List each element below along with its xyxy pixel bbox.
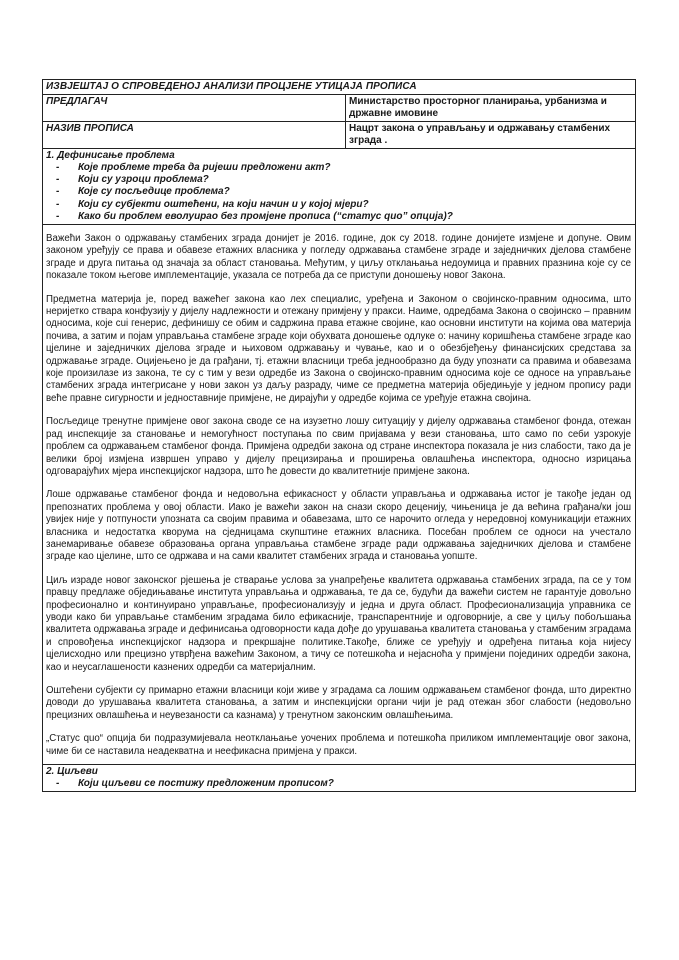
report-title: ИЗВЈЕШТАЈ О СПРОВЕДЕНОЈ АНАЛИЗИ ПРОЦЈЕНЕ УТИЦАЈА ПРОПИСА (46, 81, 417, 92)
list-item: - Како би проблем еволуирао без промјене прописа (“статус quo” опција)? (56, 210, 453, 222)
report-title-row (43, 80, 635, 95)
section-1-header-row (43, 149, 635, 225)
section-2-header-row (43, 765, 635, 791)
list-item: - Које проблеме треба да ријеши предложени акт? (56, 162, 331, 173)
paragraph: Предметна материја је, поред важећег закона као лех специалис, уређена и Законом о својинско-правним односима, што неријетко ствара конфузију у дијелу надлежности и отежану примјену у пракси. Наиме, одредбама Закона о својинско – правним односима, које сui генерис, дефинишу се обим и садржина права етажне својине, као основни институти на којима ова материја почива, а затим и појам управљања стамбене зграде који обухвата доношење одлуке о: начину коришћења стамбене зграде као цјелине и заједничких дјелова зграде и њиховом одржавању и чување, као и о обезбјеђењу финансијских средстава за одржавање зграде. Оцијењено је да грађани, тј. етажни власници треба једнообразно да буду упознати са правима и обавезама које произилазе из закона, те су с тим у вези одредбе из Закона о својинско-правним односима које се односе на управљање стамбених зграда интегрисане у нови закон уз даљу разраду, чиме се предметна материја обједињује у једном пропису ради веће правне сигурности и једноставније примјене, не дирајући у одредбе којима се уређује етажна својина. (46, 293, 631, 404)
section-2-question-list (46, 778, 632, 790)
paragraph: Оштећени субјекти су примарно етажни власници који живе у зградама са лошим одржавањем стамбеног фонда, што директно доводи до урушавања квалитета становања, а затим и инспекцијски органи чији је рад отежан због слабости (недовољно прецизних овлашћења и неувезаности са казнама) у тренутном законским овлашћењима. (46, 685, 631, 721)
section-1-title: 1. Дефинисање проблема (46, 150, 175, 161)
proposer-label: ПРЕДЛАГАЧ (43, 95, 346, 121)
section-2-title: 2. Циљеви (46, 766, 98, 778)
list-item: - Који циљеви се постижу предложеним прописом? (56, 778, 334, 790)
paragraph: „Статус quo“ опција би подразумијевала неотклањање уочених проблема и потешкоћа приликом имплементације овог закона, чиме би се наставила неадекватна и неефикасна примјена у пракси. (46, 733, 631, 757)
list-item: - Који су узроци проблема? (56, 174, 209, 186)
question-text: Како би проблем еволуирао без промјене прописа (“статус quo” опција)? (78, 210, 453, 222)
section-2-questions (43, 765, 635, 791)
list-item: - Које су посљедице проблема? (56, 186, 230, 198)
regulation-label: НАЗИВ ПРОПИСА (43, 122, 346, 148)
report-table (42, 79, 636, 792)
question-text: Које су посљедице проблема? (78, 186, 230, 198)
question-text: Које проблеме треба да ријеши предложени акт? (78, 162, 331, 173)
regulation-row (43, 122, 635, 149)
list-item: - Који су субјекти оштећени, на који начин и у којој мјери? (56, 198, 369, 210)
paragraph: Циљ израде новог законског рјешења је стварање услова за унапређење квалитета одржавања стамбених зграда, па се у том правцу предлаже обједињавање института управљања и одржавања, те да се, будући да важећи систем не гарантује довољно професионално и континуирано управљање, професионализују и једна и друга област. Професионализација управника се уводи како би управљање стамбеним зградама било ефикасније, транспарентније и одговорније, а све у циљу побољшања квалитета одржавања зграде и дефинисања одговорности када дође до урушавања квалитета становања у стамбеним зградама и спровођења инспекцијског надзора и прекршајне политике.Такође, ближе се уређују и одређена питања која нијесу цјелисходно или прецизно утврђена важећим Законом, а тичу се потешкоћа и нејасноћа у примјени појединих одредби закона, као и неусаглашености казнених одредби са материјалним. (46, 574, 631, 673)
paragraph: Лоше одржавање стамбеног фонда и недовољна ефикасност у области управљања и одржавања истог је такође један од препознатих проблема у овој области. Иако је важећи закон на снази скоро деценију, чињеница је да већина грађана/ки још увијек није у потпуности упозната са својим правима и обавезама, што се нарочито огледа у нередовној комуникацији етажних власника и недостатка кворума на сједницама скупштине етажних власника. Посебан проблем се односи на учестало занемаривање обавезе образовања органа управљања стамбене зграде ради одржавања заједничких дјелова и стамбене зграде као цјелине, што се одржава и на сами квалитет стамбених зграда и становања уопште. (46, 489, 631, 563)
section-1-questions (43, 149, 635, 224)
paragraph: Важећи Закон о одржавању стамбених зграда донијет је 2016. године, док су 2018. године донијете измјене и допуне. Овим законом уређују се права и обавезе етажних власника у погледу одржавања стамбене зграде и заједничких дјелова стамбене зграде и друга питања од значаја за област становања. Међутим, у циљу отклањања недоумица и правних празнина које су се показале током његове имплементације, указала се потреба да се приступи доношењу новог Закона. (46, 233, 631, 282)
section-1-body-row (43, 225, 635, 765)
regulation-value: Нацрт закона о управљању и одржавању стамбених зграда . (349, 123, 611, 146)
section-1-question-list (46, 162, 632, 223)
question-text: Који су узроци проблема? (78, 174, 209, 186)
paragraph: Посљедице тренутне примјене овог закона своде се на изузетно лошу ситуацију у дијелу одржавања стамбеног фонда, отежан рад инспекције за становање и немогућност поступања по свим пријавама у вези становања, што само по себи узрокује проблем са одржавањем стамбеног фонда. Примјена одредби закона од стране инспектора показала је низ слабости, тако да је велики број измјена извршен управо у дијелу прецизирања и проширења овлашћења инспектора, односно изрицања одговарајућих мјера инспекцијског надзора, што ће довести до квалитетније примјене закона. (46, 416, 631, 477)
proposer-row (43, 95, 635, 122)
question-text: Који су субјекти оштећени, на који начин и у којој мјери? (78, 198, 369, 210)
proposer-value: Министарство просторног планирања, урбанизма и државне имовине (349, 96, 607, 119)
question-text: Који циљеви се постижу предложеним прописом? (78, 778, 334, 790)
section-1-body (43, 225, 635, 764)
